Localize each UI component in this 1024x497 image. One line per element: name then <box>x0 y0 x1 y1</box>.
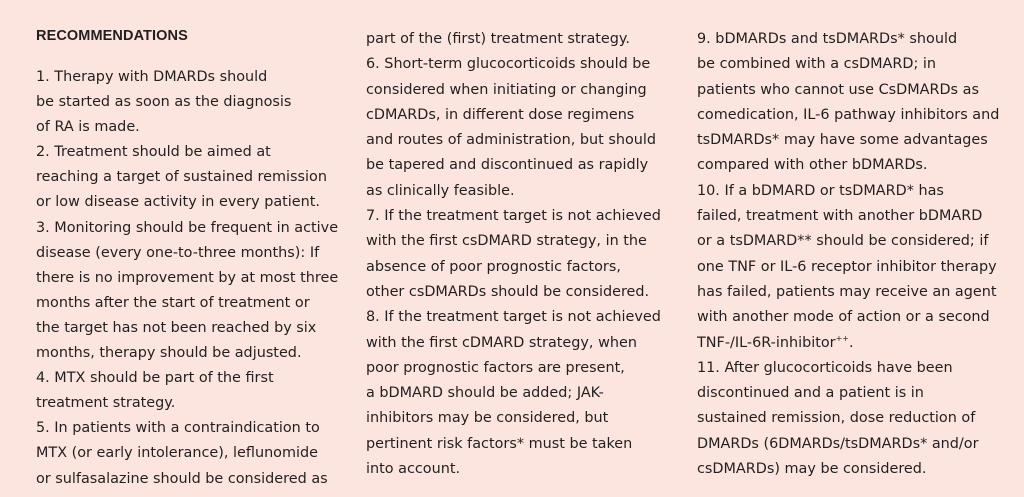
text-line: be started as soon as the diagnosis <box>36 94 292 111</box>
text-line: other csDMARDs should be considered. <box>366 283 650 300</box>
text-line: considered when initiating or changing <box>366 81 647 98</box>
text-line: absence of poor prognostic factors, <box>366 258 621 275</box>
text-line: failed, treatment with another bDMARD <box>697 208 983 225</box>
text-fragment: . <box>848 334 854 351</box>
text-line: 10. If a bDMARD or tsDMARD* has <box>697 182 944 199</box>
text-line: 9. bDMARDs and tsDMARDs* should <box>697 31 958 47</box>
text-line: tsDMARDs* may have some advantages <box>697 132 988 149</box>
text-line: be tapered and discontinued as rapidly <box>366 157 649 174</box>
text-line: as clinically feasible. <box>366 182 515 199</box>
text-line: csDMARDs) may be considered. <box>697 461 927 478</box>
text-line: and routes of administration, but should <box>366 132 657 149</box>
text-line: 6. Short-term glucocorticoids should be <box>366 56 651 73</box>
text-line: or low disease activity in every patient. <box>36 194 320 211</box>
text-line: 3. Monitoring should be frequent in active <box>36 219 339 236</box>
column-2 <box>366 27 676 482</box>
text-line: part of the (first) treatment strategy. <box>366 31 630 47</box>
text-line: MTX (or early intolerance), leflunomide <box>36 445 318 462</box>
text-line: 1. Therapy with DMARDs should <box>36 69 268 85</box>
text-line: one TNF or IL-6 receptor inhibitor therapy <box>697 258 997 275</box>
superscript-marker: ++ <box>835 333 849 343</box>
text-line: 8. If the treatment target is not achieved <box>366 309 661 326</box>
text-line: reaching a target of sustained remission <box>36 169 327 186</box>
column-1 <box>36 26 346 492</box>
text-line: has failed, patients may receive an agent <box>697 283 997 300</box>
text-line: months after the start of treatment or <box>36 294 310 311</box>
text-line: discontinued and a patient is in <box>697 385 924 402</box>
column-3 <box>697 27 1007 482</box>
text-line: sustained remission, dose reduction of <box>697 410 976 427</box>
text-line: poor prognostic factors are present, <box>366 359 625 376</box>
text-line: 5. In patients with a contraindication to <box>36 420 320 437</box>
text-line: of RA is made. <box>36 119 140 136</box>
text-line: compared with other bDMARDs. <box>697 157 928 174</box>
text-line: a bDMARD should be added; JAK- <box>366 385 604 402</box>
text-line: DMARDs (6DMARDs/tsDMARDs* and/or <box>697 435 979 452</box>
text-line: disease (every one-to-three months): If <box>36 244 320 261</box>
text-line: pertinent risk factors* must be taken <box>366 435 633 452</box>
text-line: 4. MTX should be part of the first <box>36 370 274 387</box>
text-line: patients who cannot use CsDMARDs as <box>697 81 979 98</box>
text-line: treatment strategy. <box>36 395 176 412</box>
text-line: the target has not been reached by six <box>36 319 317 336</box>
text-line: inhibitors may be considered, but <box>366 410 609 427</box>
text-line: or a tsDMARD** should be considered; if <box>697 233 989 250</box>
text-line: 2. Treatment should be aimed at <box>36 144 271 161</box>
text-line: into account. <box>366 461 461 478</box>
text-line: cDMARDs, in different dose regimens <box>366 106 635 123</box>
text-line-with-superscript <box>697 331 1007 356</box>
text-line: with another mode of action or a second <box>697 309 990 326</box>
text-line: months, therapy should be adjusted. <box>36 345 302 362</box>
text-line: there is no improvement by at most three <box>36 269 339 286</box>
text-line: 11. After glucocorticoids have been <box>697 359 953 376</box>
text-line: with the first cDMARD strategy, when <box>366 334 637 351</box>
text-line: comedication, IL-6 pathway inhibitors and <box>697 106 1000 123</box>
text-line: with the first csDMARD strategy, in the <box>366 233 647 250</box>
text-line: be combined with a csDMARD; in <box>697 56 936 73</box>
text-line: 7. If the treatment target is not achieved <box>366 208 661 225</box>
text-fragment: TNF-/IL-6R-inhibitor <box>697 334 836 351</box>
text-line: or sulfasalazine should be considered as <box>36 470 328 487</box>
section-heading: RECOMMENDATIONS <box>36 28 188 44</box>
